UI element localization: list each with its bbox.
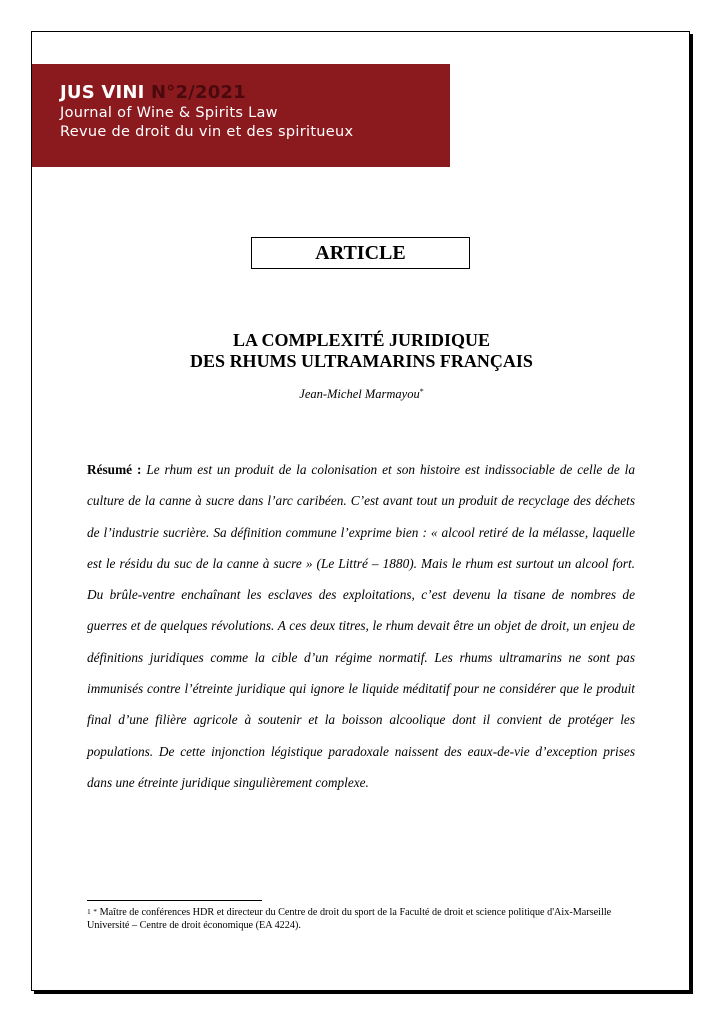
journal-subtitle-fr: Revue de droit du vin et des spiritueux bbox=[60, 124, 354, 140]
section-label: ARTICLE bbox=[251, 237, 470, 269]
footnote bbox=[87, 906, 647, 932]
footnote-separator bbox=[87, 900, 262, 901]
journal-issue: N°2/2021 bbox=[151, 82, 246, 103]
document-page bbox=[31, 31, 690, 991]
author-name: Jean-Michel Marmayou bbox=[299, 387, 420, 401]
journal-masthead bbox=[60, 82, 450, 104]
article-title-line1: LA COMPLEXITÉ JURIDIQUE bbox=[232, 330, 491, 350]
article-title-line2: DES RHUMS ULTRAMARINS FRANÇAIS bbox=[190, 351, 533, 371]
article-title bbox=[32, 330, 691, 372]
journal-name: JUS VINI bbox=[60, 82, 145, 103]
footnote-mark: * bbox=[93, 907, 98, 916]
footnote-number: 1 bbox=[87, 907, 91, 916]
article-author bbox=[32, 386, 691, 402]
abstract bbox=[87, 454, 635, 798]
author-footnote-mark[interactable]: * bbox=[419, 387, 424, 396]
journal-banner bbox=[32, 64, 450, 167]
abstract-label: Résumé : bbox=[87, 462, 142, 477]
journal-subtitle-en: Journal of Wine & Spirits Law bbox=[60, 105, 278, 121]
footnote-text: Maître de conférences HDR et directeur du Centre de droit du sport de la Faculté de droit et science politique d'Aix-Marseille Université – Centre de droit économique (EA 4224). bbox=[87, 907, 612, 931]
abstract-text: Le rhum est un produit de la colonisation et son histoire est indissociable de celle de la culture de la canne à sucre dans l’arc caribéen. C’est avant tout un produit de recyclage des déchets de l’industrie sucrière. Sa définition commune l’exprime bien : « alcool retiré de la mélasse, laquelle est le résidu du suc de la canne à sucre » (Le Littré – 1880). Mais le rhum est surtout un alcool fort. Du brûle-ventre enchaînant les esclaves des exploitations, c’est devenu la tisane de nombres de guerres et de quelques révolutions. A ces deux titres, le rhum devait être un objet de droit, un enjeu de définitions juridiques comme la cible d’un régime normatif. Les rhums ultramarins ne sont pas immunisés contre l’étreinte juridique qui ignore le liquide méditatif pour ne considérer que le produit final d’une filière agricole à soutenir et la boisson alcoolique dont il convient de protéger les populations. De cette injonction légistique paradoxale naissent des eaux-de-vie d’exception prises dans une étreinte juridique singulièrement complexe. bbox=[87, 462, 636, 790]
